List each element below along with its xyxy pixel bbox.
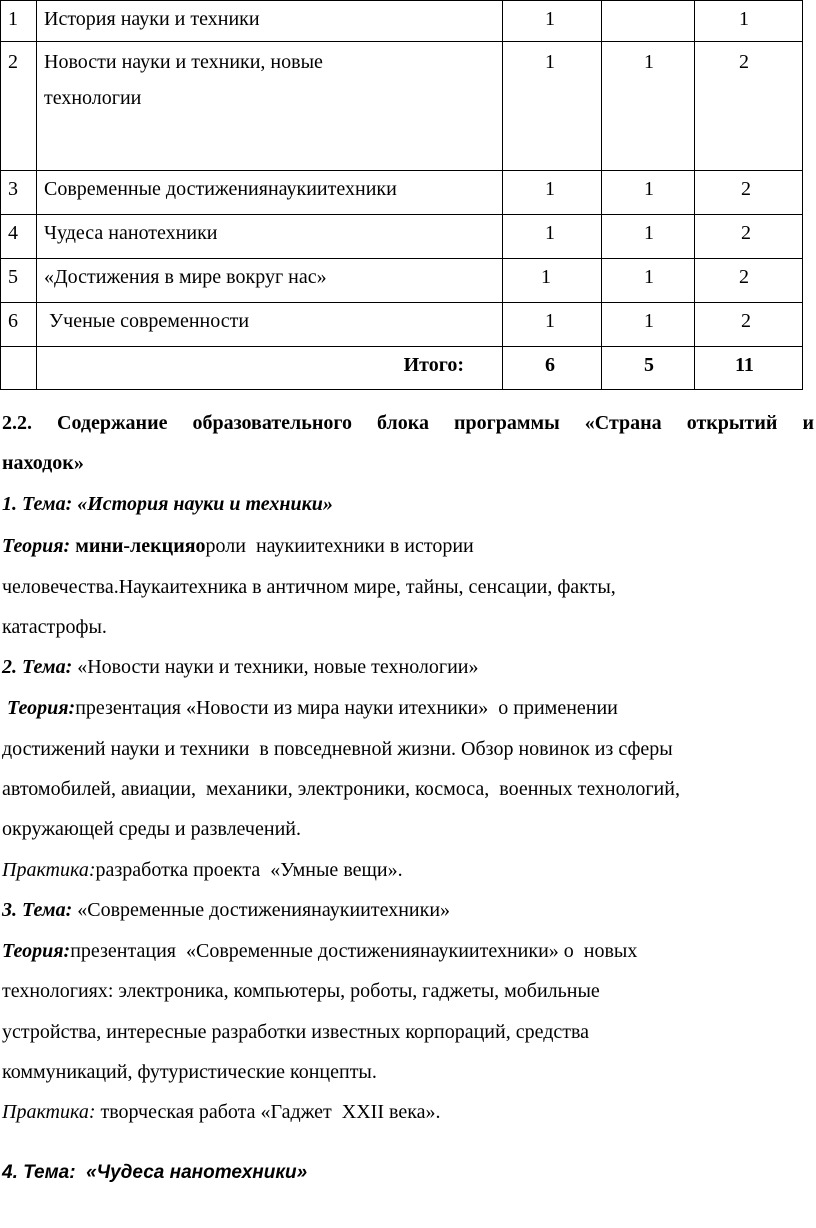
topic-theory-line bbox=[2, 535, 474, 558]
practice-text: творческая работа «Гаджет XXII века». bbox=[95, 1101, 441, 1123]
theory-bold-text: мини-лекцияо bbox=[70, 535, 206, 557]
row-value-b bbox=[602, 259, 695, 303]
topic-title-text: «Новости науки и техники, новые технологии» bbox=[72, 656, 479, 678]
cell-text: 1 bbox=[644, 222, 654, 244]
row-value-c bbox=[695, 259, 803, 303]
cell-text: 1 bbox=[545, 222, 555, 244]
practice-label: Практика: bbox=[2, 1101, 96, 1123]
topic-theory-line: устройства, интересные разработки известных корпораций, средства bbox=[2, 1021, 590, 1043]
row-value-a bbox=[503, 42, 602, 171]
theory-text: роли наукиитехники в истории bbox=[205, 535, 474, 557]
total-label: Итого: bbox=[37, 347, 503, 390]
row-number: 4 bbox=[1, 215, 37, 259]
cell-text: 1 bbox=[644, 51, 654, 73]
cell-text: 1 bbox=[644, 178, 654, 200]
cell-text: 1 bbox=[545, 51, 555, 73]
cell-text: 1 bbox=[739, 8, 749, 30]
row-number: 5 bbox=[1, 259, 37, 303]
theory-label: Теория: bbox=[2, 697, 76, 719]
cell-text: 11 bbox=[735, 354, 754, 376]
table-row bbox=[1, 303, 803, 347]
topic-title bbox=[2, 899, 450, 922]
cell-text: 1 bbox=[644, 266, 654, 288]
cell-text: 2 bbox=[739, 266, 749, 288]
row-title bbox=[37, 42, 503, 171]
table-row bbox=[1, 42, 803, 171]
row-title: История науки и техники bbox=[37, 1, 503, 42]
plan-table bbox=[0, 0, 803, 390]
row-number: 3 bbox=[1, 171, 37, 215]
row-value-a bbox=[503, 259, 602, 303]
cell-text: 2 bbox=[741, 310, 751, 332]
topic-title-label: 3. Тема: bbox=[2, 899, 73, 921]
topic-title bbox=[2, 656, 479, 679]
theory-text: презентация «Современные достижениянаукиитехники» о новых bbox=[70, 940, 638, 962]
section-heading-line: 2.2. Содержание образовательного блока программы «Страна открытий и bbox=[2, 412, 814, 434]
row-value-c bbox=[695, 215, 803, 259]
theory-text: презентация «Новости из мира науки итехники» о применении bbox=[75, 697, 618, 719]
row-value-a bbox=[503, 303, 602, 347]
row-value-c bbox=[695, 303, 803, 347]
cell-text: 6 bbox=[545, 354, 555, 376]
table-row bbox=[1, 215, 803, 259]
practice-text: разработка проекта «Умные вещи». bbox=[95, 859, 403, 881]
cell-text: 1 bbox=[545, 310, 555, 332]
table-row bbox=[1, 171, 803, 215]
topic-theory-line: достижений науки и техники в повседневной жизни. Обзор новинок из сферы bbox=[2, 738, 673, 760]
row-title-line: технологии bbox=[44, 87, 142, 109]
cell-text: 5 bbox=[644, 354, 654, 376]
topic-title-label: 2. Тема: bbox=[2, 656, 73, 678]
cell-text: 2 bbox=[739, 51, 749, 73]
row-value-c bbox=[695, 42, 803, 171]
cell-text: 1 bbox=[644, 310, 654, 332]
row-value-b bbox=[602, 303, 695, 347]
cell-text: 2 bbox=[741, 222, 751, 244]
cell-text: 1 bbox=[545, 178, 555, 200]
row-value-b bbox=[602, 171, 695, 215]
topic-theory-line: технологиях: электроника, компьютеры, роботы, гаджеты, мобильные bbox=[2, 980, 600, 1002]
row-number: 1 bbox=[1, 1, 37, 42]
topic-title-text: «Современные достижениянаукиитехники» bbox=[72, 899, 451, 921]
topic-theory-line: человечества.Наукаитехника в античном мире, тайны, сенсации, факты, bbox=[2, 576, 616, 598]
row-title: Современные достижениянаукиитехники bbox=[37, 171, 503, 215]
topic-title: 1. Тема: «История науки и техники» bbox=[2, 493, 333, 515]
table-row bbox=[1, 1, 803, 42]
row-value-a bbox=[503, 215, 602, 259]
row-number: 2 bbox=[1, 42, 37, 171]
table-row bbox=[1, 259, 803, 303]
row-number bbox=[1, 347, 37, 390]
cell-text: 1 bbox=[541, 266, 551, 288]
total-value-c bbox=[695, 347, 803, 390]
row-value-c bbox=[695, 171, 803, 215]
topic-practice-line bbox=[2, 1101, 441, 1124]
section-heading-line: находок» bbox=[2, 452, 84, 474]
topic-practice-line bbox=[2, 859, 403, 882]
row-value-c bbox=[695, 1, 803, 42]
topic-theory-line: коммуникаций, футуристические концепты. bbox=[2, 1061, 377, 1083]
row-value-a bbox=[503, 1, 602, 42]
cell-text: 2 bbox=[741, 178, 751, 200]
practice-label: Практика: bbox=[2, 859, 96, 881]
topic-title: 4. Тема: «Чудеса нанотехники» bbox=[2, 1162, 308, 1183]
row-title-line: Новости науки и техники, новые bbox=[44, 51, 323, 73]
table-total-row bbox=[1, 347, 803, 390]
topic-theory-line bbox=[2, 697, 618, 720]
topic-theory-line: окружающей среды и развлечений. bbox=[2, 818, 301, 840]
topic-theory-line bbox=[2, 940, 637, 963]
row-value-b bbox=[602, 42, 695, 171]
row-value-a bbox=[503, 171, 602, 215]
row-title: Чудеса нанотехники bbox=[37, 215, 503, 259]
row-value-b bbox=[602, 1, 695, 42]
topic-theory-line: катастрофы. bbox=[2, 616, 107, 638]
row-title: Ученые современности bbox=[37, 303, 503, 347]
cell-text: 1 bbox=[545, 8, 555, 30]
row-title: «Достижения в мире вокруг нас» bbox=[37, 259, 503, 303]
total-value-b bbox=[602, 347, 695, 390]
total-value-a bbox=[503, 347, 602, 390]
topic-theory-line: автомобилей, авиации, механики, электроники, космоса, военных технологий, bbox=[2, 778, 680, 800]
theory-label: Теория: bbox=[2, 940, 71, 962]
theory-label: Теория: bbox=[2, 535, 71, 557]
row-value-b bbox=[602, 215, 695, 259]
row-number: 6 bbox=[1, 303, 37, 347]
